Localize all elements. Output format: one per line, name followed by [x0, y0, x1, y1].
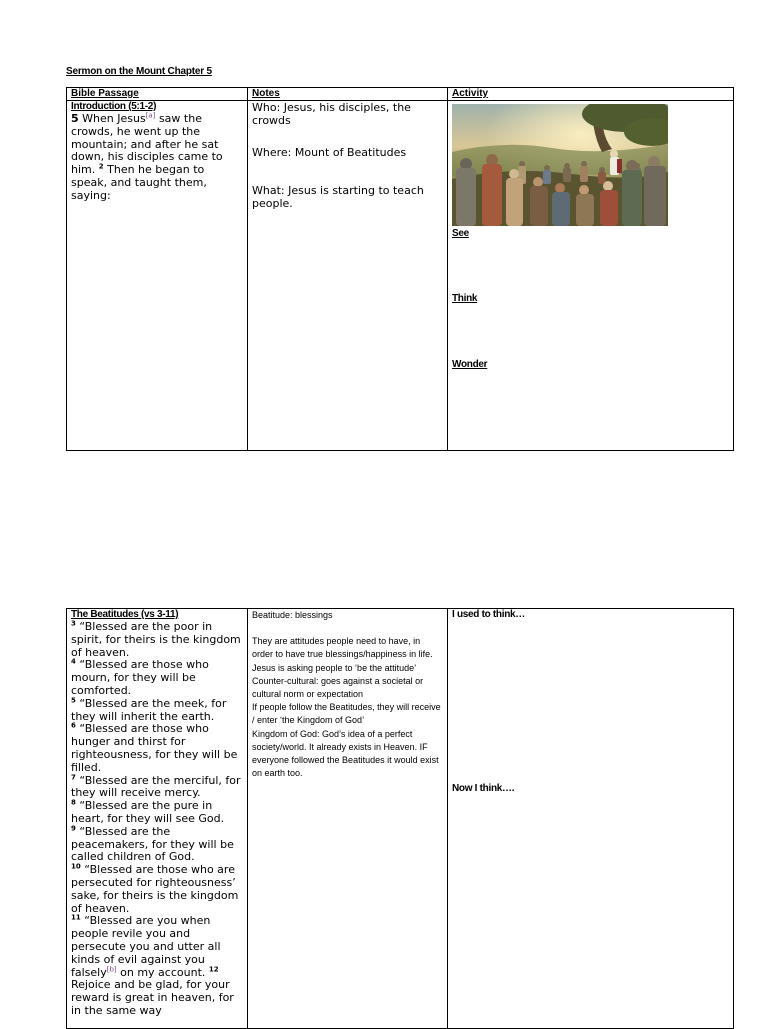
note-paragraph: Counter-cultural: goes against a societal or cultural norm or expectation — [252, 675, 424, 700]
activity-see: See — [452, 228, 469, 239]
activity-wonder: Wonder — [452, 359, 488, 370]
notes-cell — [248, 101, 448, 451]
verse-text: “Blessed are the meek, for they will inherit the earth. — [71, 696, 227, 723]
verse-number: 7 — [71, 772, 76, 781]
passage-text — [71, 113, 243, 203]
header-activity: Activity — [448, 88, 734, 101]
note-who: Who: Jesus, his disciples, the crowds — [252, 101, 411, 127]
passage-text — [71, 621, 243, 1018]
verse-text: “Blessed are those who mourn, for they will be comforted. — [71, 658, 209, 697]
verse-number: 6 — [71, 721, 76, 730]
verse-text: “Blessed are the pure in heart, for they will see God. — [71, 799, 225, 825]
verse-text: “Blessed are the peacemakers, for they will be called children of God. — [71, 824, 234, 864]
header-bible-passage: Bible Passage — [67, 88, 248, 101]
verse-text: “Blessed are those who are persecuted for righteousness’ sake, for theirs is the kingdom of heaven. — [71, 863, 239, 915]
chapter-number: 5 — [71, 112, 79, 125]
verse — [71, 723, 243, 774]
verse — [71, 864, 243, 915]
table-row — [67, 101, 734, 451]
activity-cell — [448, 101, 734, 451]
verse — [71, 772, 243, 801]
table-header-row — [67, 88, 734, 101]
verse-number: 8 — [71, 798, 76, 807]
verse — [71, 826, 243, 864]
sermon-table-beatitudes — [66, 608, 734, 1029]
verse — [71, 800, 243, 826]
verse-number: 11 — [71, 913, 81, 922]
note-paragraph: They are attitudes people need to have, in order to have true blessings/happiness in life. Jesus is asking people to ‘be the attitude’ — [252, 636, 433, 673]
sermon-table-intro — [66, 87, 734, 451]
activity-think: Think — [452, 293, 478, 304]
verse-number: 9 — [71, 824, 76, 833]
verse-number: 4 — [71, 657, 76, 666]
verse — [71, 659, 243, 697]
note-where: Where: Mount of Beatitudes — [252, 146, 407, 159]
table-row — [67, 609, 734, 1029]
note-what: What: Jesus is starting to teach people. — [252, 184, 424, 210]
verse-number: 3 — [71, 619, 76, 628]
verse-number: 12 — [208, 964, 219, 973]
footnote-link[interactable]: [b] — [106, 964, 117, 973]
section-heading: The Beatitudes (vs 3-11) — [71, 609, 179, 620]
verse-number: 10 — [71, 862, 81, 871]
verse-text: “Blessed are those who hunger and thirst for righteousness, for they will be filled. — [71, 722, 238, 774]
verse — [71, 621, 243, 659]
note-definition: Beatitude: blessings — [252, 610, 333, 620]
note-paragraph: Kingdom of God: God’s idea of a perfect society/world. It already exists in Heaven. IF everyone followed the Beatitudes it would exist on earth too. — [252, 728, 439, 779]
verse-text: saw the crowds, he went up the mountain; and after he sat down, his disciples came to him. — [71, 112, 223, 177]
verse-text: “Blessed are the poor in spirit, for theirs is the kingdom of heaven. — [71, 620, 241, 659]
activity-now-i-think: Now I think…. — [452, 783, 515, 794]
footnote-link[interactable]: [a] — [145, 111, 156, 120]
verse-text: Rejoice and be glad, for your reward is great in heaven, for in the same way — [71, 978, 234, 1017]
verse-number: 5 — [71, 696, 76, 705]
notes-cell — [248, 609, 448, 1029]
section-heading: Introduction (5:1-2) — [71, 101, 157, 112]
note-paragraph: If people follow the Beatitudes, they will receive / enter ‘the Kingdom of God’ — [252, 702, 441, 726]
verse-number: 2 — [98, 162, 104, 171]
verse — [71, 915, 243, 1017]
verse-text: on my account. — [116, 965, 209, 979]
activity-used-to-think: I used to think… — [452, 609, 525, 620]
page-title: Sermon on the Mount Chapter 5 — [66, 66, 212, 77]
verse-text: “Blessed are you when people revile you and persecute you and utter all kinds of evil against you falsely — [71, 914, 221, 979]
passage-cell — [67, 101, 248, 451]
passage-cell — [67, 609, 248, 1029]
verse-text: Then he began to speak, and taught them, saying: — [71, 163, 207, 202]
verse-text: When Jesus — [82, 112, 146, 125]
header-notes: Notes — [248, 88, 448, 101]
activity-cell — [448, 609, 734, 1029]
sermon-on-the-mount-image — [452, 104, 668, 226]
verse — [71, 698, 243, 724]
verse-text: “Blessed are the merciful, for they will receive mercy. — [71, 773, 241, 800]
